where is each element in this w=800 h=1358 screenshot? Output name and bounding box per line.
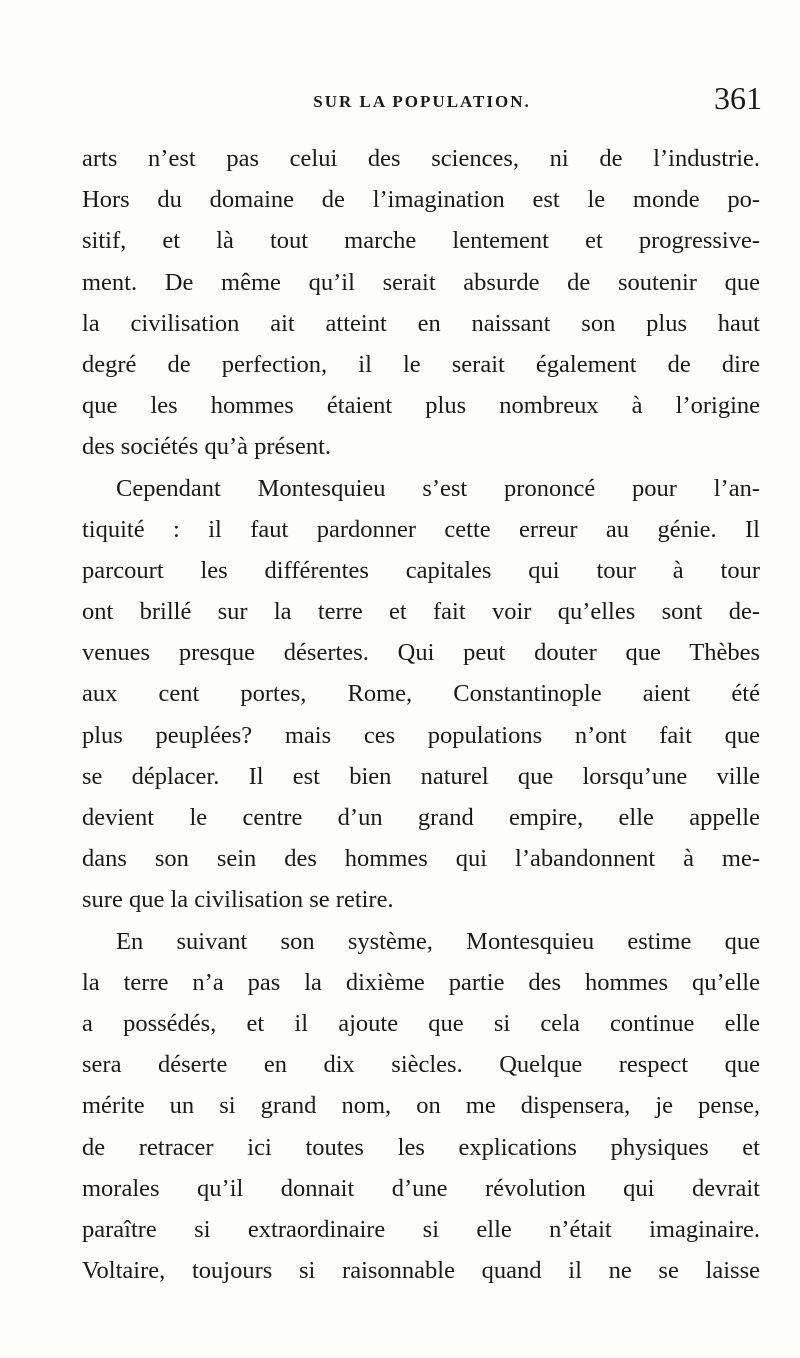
text-line: mérite un si grand nom, on me dispensera, je pense, bbox=[82, 1092, 760, 1120]
text-line: la terre n’a pas la dixième partie des hommes qu’elle bbox=[82, 968, 760, 996]
text-line: Hors du domaine de l’imagination est le monde po- bbox=[82, 186, 760, 214]
text-line: ment. De même qu’il serait absurde de soutenir que bbox=[82, 268, 760, 296]
text-line: se déplacer. Il est bien naturel que lorsqu’une ville bbox=[82, 762, 760, 790]
page-number: 361 bbox=[714, 80, 762, 116]
text-line: degré de perfection, il le serait également de dire bbox=[82, 350, 760, 378]
text-line: la civilisation ait atteint en naissant son plus haut bbox=[82, 309, 760, 337]
text-line: sure que la civilisation se retire. bbox=[82, 886, 394, 914]
text-line: ont brillé sur la terre et fait voir qu’elles sont de- bbox=[82, 598, 760, 626]
text-line: a possédés, et il ajoute que si cela continue elle bbox=[82, 1009, 760, 1037]
text-line: aux cent portes, Rome, Constantinople aient été bbox=[82, 680, 760, 708]
text-line: Cependant Montesquieu s’est prononcé pour l’an- bbox=[116, 474, 760, 502]
page-header bbox=[82, 80, 762, 120]
text-line: arts n’est pas celui des sciences, ni de l’industrie. bbox=[82, 145, 760, 172]
text-line: plus peuplées? mais ces populations n’ont fait que bbox=[82, 721, 760, 749]
running-head: SUR LA POPULATION. bbox=[313, 92, 531, 111]
text-line: paraître si extraordinaire si elle n’était imaginaire. bbox=[82, 1215, 760, 1243]
text-line: que les hommes étaient plus nombreux à l’origine bbox=[82, 392, 760, 420]
text-line: venues presque désertes. Qui peut douter que Thèbes bbox=[82, 639, 760, 667]
text-line: Voltaire, toujours si raisonnable quand il ne se laisse bbox=[82, 1257, 760, 1285]
text-line: dans son sein des hommes qui l’abandonnent à me- bbox=[82, 845, 760, 873]
body-text bbox=[82, 138, 760, 1291]
text-line: de retracer ici toutes les explications physiques et bbox=[82, 1133, 760, 1161]
text-line: En suivant son système, Montesquieu estime que bbox=[116, 927, 760, 955]
text-line: parcourt les différentes capitales qui tour à tour bbox=[82, 556, 760, 584]
text-line: tiquité : il faut pardonner cette erreur au génie. Il bbox=[82, 515, 760, 543]
text-line: sitif, et là tout marche lentement et progressive- bbox=[82, 227, 760, 255]
text-line: des sociétés qu’à présent. bbox=[82, 433, 331, 461]
text-line: morales qu’il donnait d’une révolution qui devrait bbox=[82, 1174, 760, 1202]
text-line: sera déserte en dix siècles. Quelque respect que bbox=[82, 1051, 760, 1079]
text-line: devient le centre d’un grand empire, elle appelle bbox=[82, 804, 760, 831]
